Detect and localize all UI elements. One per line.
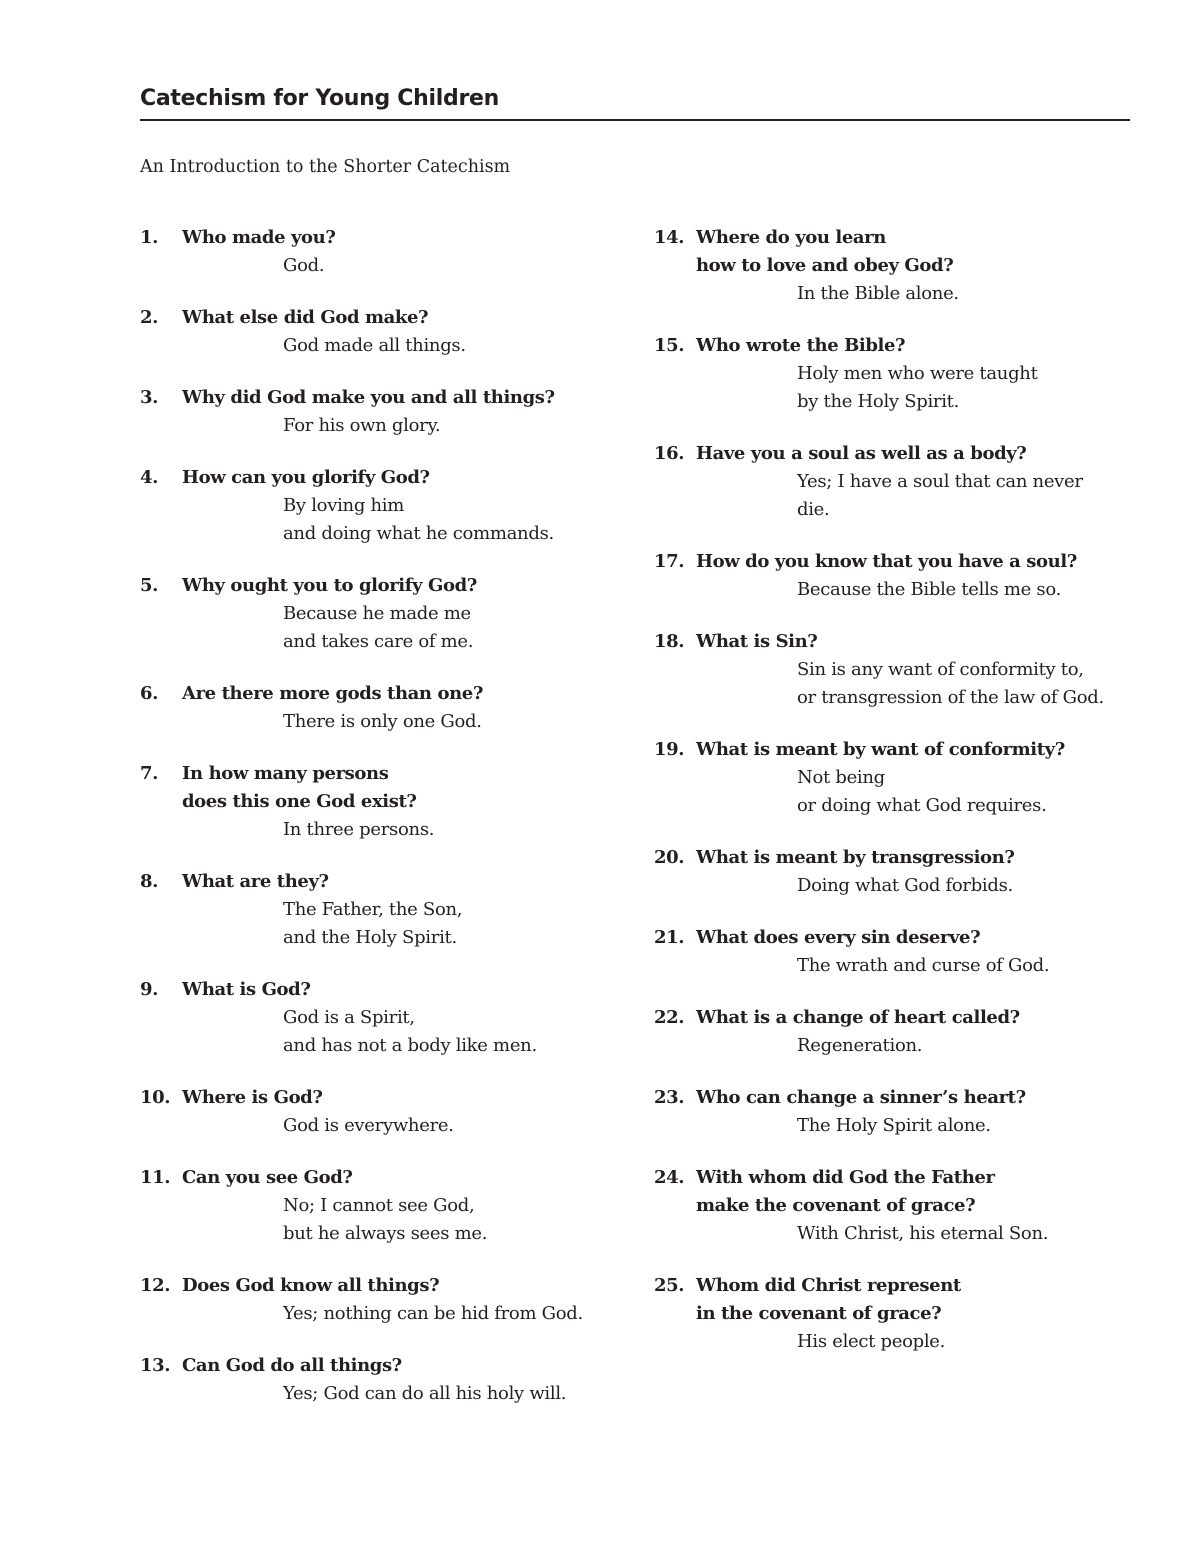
- answer-text: There is only one God.: [283, 711, 482, 732]
- catechism-item: [654, 1164, 1154, 1248]
- catechism-item: [140, 1272, 640, 1328]
- catechism-item: [654, 628, 1154, 712]
- question-text: What is Sin?: [696, 631, 818, 652]
- answer-text: Because he made me and takes care of me.: [283, 603, 474, 652]
- question-row: [140, 572, 640, 600]
- catechism-item: [654, 1084, 1154, 1140]
- question-row: [140, 868, 640, 896]
- catechism-item: [654, 736, 1154, 820]
- question-row: [140, 1352, 640, 1380]
- answer-text: God is a Spirit, and has not a body like men.: [283, 1007, 537, 1056]
- question-text: Who can change a sinner’s heart?: [696, 1087, 1026, 1108]
- catechism-item: [140, 680, 640, 736]
- question-number: 24.: [654, 1167, 685, 1188]
- question-row: [140, 464, 640, 492]
- answer-text: In three persons.: [283, 819, 435, 840]
- question-number: 18.: [654, 631, 685, 652]
- answer-text: Holy men who were taught by the Holy Spirit.: [797, 363, 1038, 412]
- answer-text: Because the Bible tells me so.: [797, 579, 1062, 600]
- answer-text: God made all things.: [283, 335, 466, 356]
- question-row: [140, 1272, 640, 1300]
- question-row: [140, 1084, 640, 1112]
- catechism-item: [654, 1004, 1154, 1060]
- question-text: How can you glorify God?: [182, 467, 430, 488]
- question-row: [140, 304, 640, 332]
- catechism-item: [140, 976, 640, 1060]
- question-number: 11.: [140, 1167, 171, 1188]
- question-number: 2.: [140, 307, 158, 328]
- question-text: What are they?: [182, 871, 329, 892]
- question-number: 4.: [140, 467, 158, 488]
- catechism-item: [140, 1352, 640, 1408]
- question-number: 12.: [140, 1275, 171, 1296]
- catechism-item: [140, 224, 640, 280]
- answer-text: Yes; God can do all his holy will.: [283, 1383, 567, 1404]
- answer-text: Regeneration.: [797, 1035, 923, 1056]
- catechism-item: [140, 464, 640, 548]
- question-text: What is God?: [182, 979, 311, 1000]
- question-text: How do you know that you have a soul?: [696, 551, 1077, 572]
- question-text: What is meant by want of conformity?: [696, 739, 1065, 760]
- question-row: [654, 844, 1154, 872]
- question-text: Who made you?: [182, 227, 336, 248]
- answer-text: Doing what God forbids.: [797, 875, 1013, 896]
- question-row: [654, 1272, 1154, 1328]
- question-number: 23.: [654, 1087, 685, 1108]
- question-number: 25.: [654, 1275, 685, 1296]
- question-row: [654, 1084, 1154, 1112]
- catechism-item: [140, 384, 640, 440]
- question-text: What is a change of heart called?: [696, 1007, 1020, 1028]
- question-text: With whom did God the Father make the covenant of grace?: [696, 1167, 995, 1216]
- question-text: Where do you learn how to love and obey God?: [696, 227, 954, 276]
- question-number: 16.: [654, 443, 685, 464]
- question-text: Who wrote the Bible?: [696, 335, 906, 356]
- question-row: [140, 384, 640, 412]
- question-number: 10.: [140, 1087, 171, 1108]
- question-row: [140, 760, 640, 816]
- catechism-item: [140, 304, 640, 360]
- question-text: Why ought you to glorify God?: [182, 575, 477, 596]
- question-row: [140, 680, 640, 708]
- question-row: [654, 440, 1154, 468]
- catechism-item: [654, 224, 1154, 308]
- answer-text: No; I cannot see God, but he always sees me.: [283, 1195, 488, 1244]
- catechism-item: [654, 548, 1154, 604]
- question-row: [654, 224, 1154, 280]
- question-text: In how many persons does this one God exist?: [182, 763, 417, 812]
- catechism-item: [140, 760, 640, 844]
- question-row: [140, 976, 640, 1004]
- answer-text: The Father, the Son, and the Holy Spirit.: [283, 899, 463, 948]
- question-number: 8.: [140, 871, 158, 892]
- question-text: Why did God make you and all things?: [182, 387, 555, 408]
- catechism-item: [140, 572, 640, 656]
- question-number: 13.: [140, 1355, 171, 1376]
- question-text: Whom did Christ represent in the covenant of grace?: [696, 1275, 961, 1324]
- answer-text: For his own glory.: [283, 415, 441, 436]
- question-row: [140, 1164, 640, 1192]
- question-number: 6.: [140, 683, 158, 704]
- answer-text: Yes; I have a soul that can never die.: [797, 471, 1083, 520]
- question-number: 5.: [140, 575, 158, 596]
- answer-text: In the Bible alone.: [797, 283, 959, 304]
- catechism-item: [654, 924, 1154, 980]
- answer-text: Not being or doing what God requires.: [797, 767, 1047, 816]
- answer-text: By loving him and doing what he commands.: [283, 495, 554, 544]
- answer-text: Sin is any want of conformity to, or transgression of the law of God.: [797, 659, 1104, 708]
- question-row: [654, 332, 1154, 360]
- question-text: Where is God?: [182, 1087, 323, 1108]
- question-text: What does every sin deserve?: [696, 927, 981, 948]
- catechism-item: [140, 1084, 640, 1140]
- answer-text: The Holy Spirit alone.: [797, 1115, 991, 1136]
- left-column: [140, 224, 640, 1408]
- catechism-item: [654, 844, 1154, 900]
- question-number: 1.: [140, 227, 158, 248]
- question-row: [654, 736, 1154, 764]
- question-number: 14.: [654, 227, 685, 248]
- page-subtitle: An Introduction to the Shorter Catechism: [140, 157, 511, 177]
- question-text: Can God do all things?: [182, 1355, 402, 1376]
- answer-text: The wrath and curse of God.: [797, 955, 1050, 976]
- question-number: 17.: [654, 551, 685, 572]
- question-text: What is meant by transgression?: [696, 847, 1015, 868]
- question-row: [654, 628, 1154, 656]
- catechism-item: [140, 868, 640, 952]
- question-row: [654, 1004, 1154, 1032]
- question-row: [654, 548, 1154, 576]
- question-text: What else did God make?: [182, 307, 429, 328]
- answer-text: God.: [283, 255, 325, 276]
- question-number: 21.: [654, 927, 685, 948]
- catechism-item: [140, 1164, 640, 1248]
- question-text: Have you a soul as well as a body?: [696, 443, 1027, 464]
- question-row: [654, 1164, 1154, 1220]
- question-number: 3.: [140, 387, 158, 408]
- answer-text: His elect people.: [797, 1331, 946, 1352]
- question-number: 19.: [654, 739, 685, 760]
- page-title: Catechism for Young Children: [140, 86, 499, 111]
- question-number: 7.: [140, 763, 158, 784]
- catechism-item: [654, 440, 1154, 524]
- question-text: Are there more gods than one?: [182, 683, 483, 704]
- right-column: [654, 224, 1154, 1356]
- title-rule: [140, 119, 1130, 121]
- question-number: 9.: [140, 979, 158, 1000]
- catechism-item: [654, 1272, 1154, 1356]
- question-row: [654, 924, 1154, 952]
- question-number: 20.: [654, 847, 685, 868]
- answer-text: Yes; nothing can be hid from God.: [283, 1303, 583, 1324]
- question-row: [140, 224, 640, 252]
- answer-text: With Christ, his eternal Son.: [797, 1223, 1049, 1244]
- question-text: Can you see God?: [182, 1167, 353, 1188]
- question-number: 22.: [654, 1007, 685, 1028]
- question-text: Does God know all things?: [182, 1275, 440, 1296]
- answer-text: God is everywhere.: [283, 1115, 454, 1136]
- catechism-item: [654, 332, 1154, 416]
- question-number: 15.: [654, 335, 685, 356]
